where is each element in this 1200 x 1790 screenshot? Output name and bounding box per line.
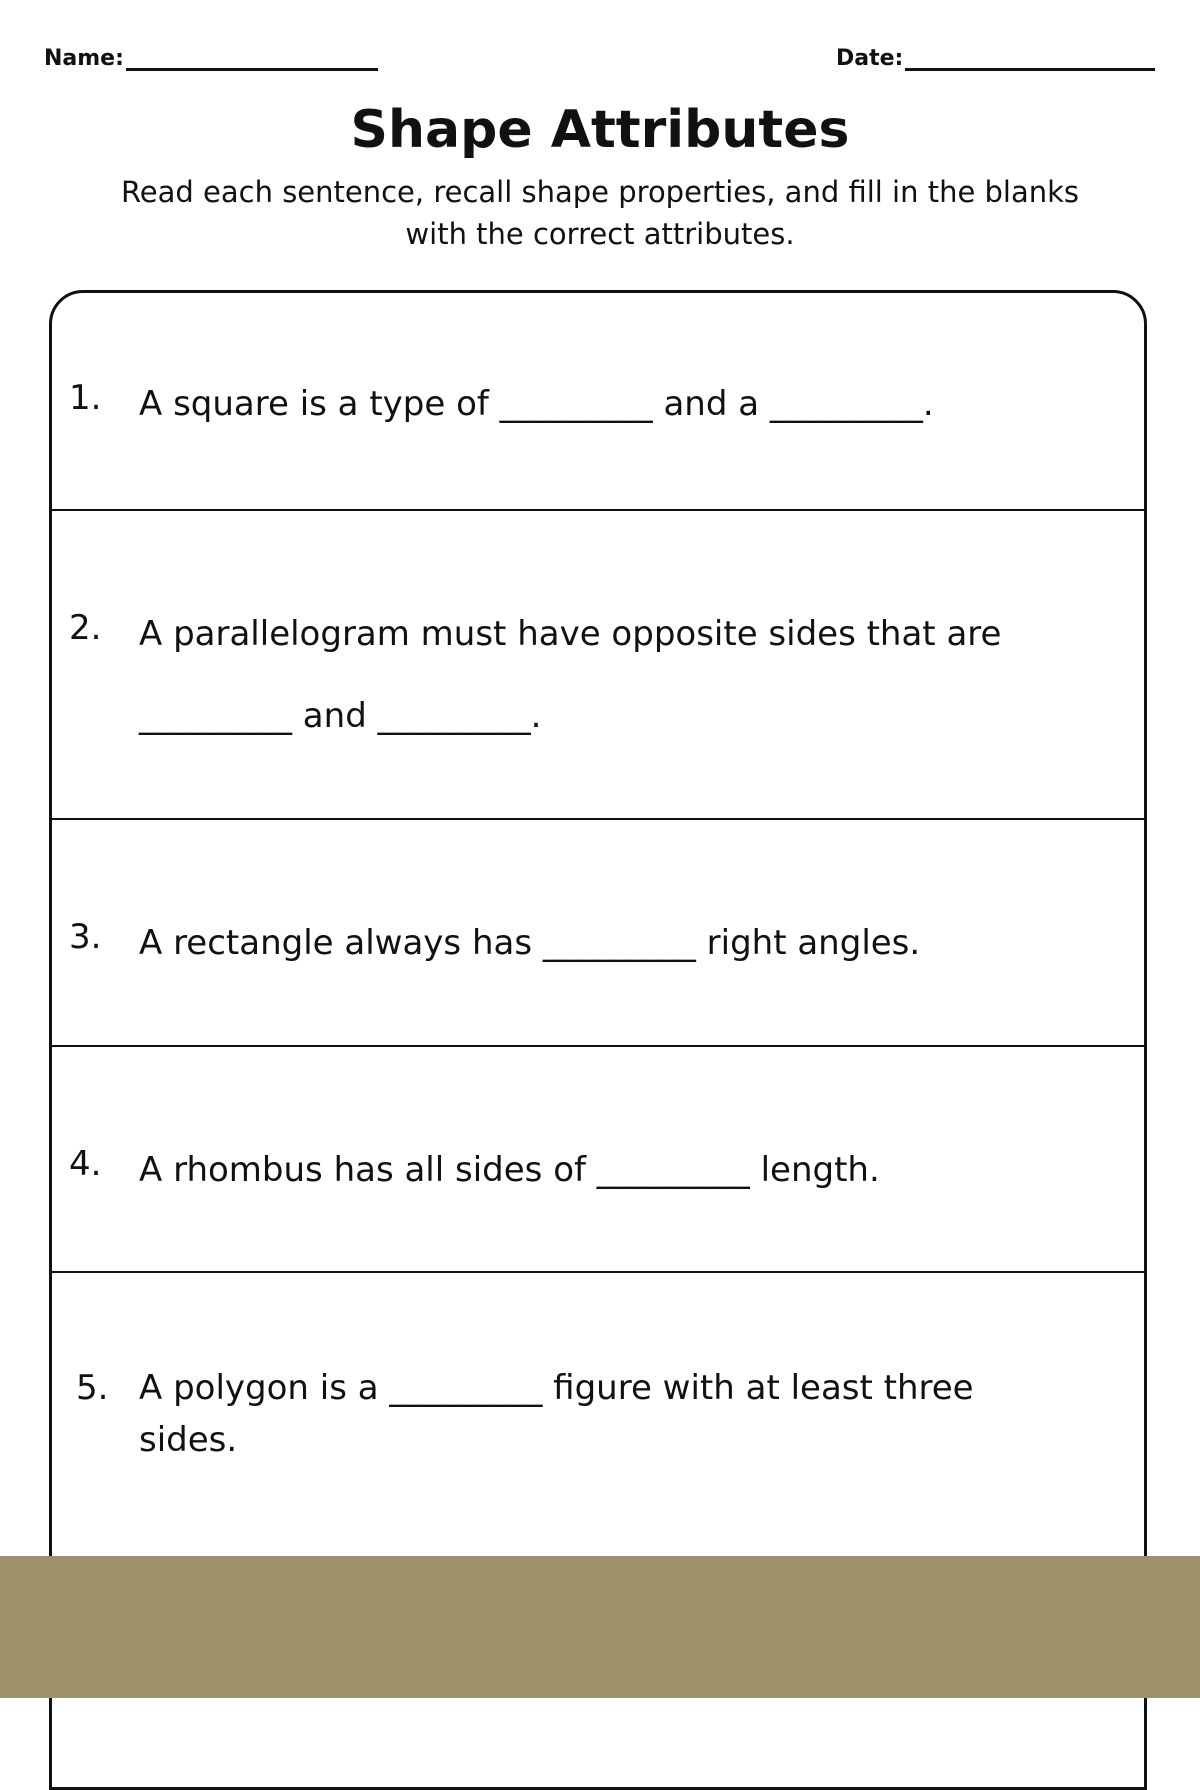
name-blank-line[interactable] (126, 44, 378, 71)
question-number: 5. (76, 1368, 109, 1408)
worksheet-title: Shape Attributes (350, 100, 850, 160)
question-text: A square is a type of _________ and a _________. (139, 384, 934, 424)
question-row (49, 293, 1147, 511)
question-text: A parallelogram must have opposite sides that are _________ and _________. (139, 614, 1002, 736)
question-row (49, 509, 1147, 820)
question-text: A polygon is a _________ figure with at least three sides. (139, 1368, 974, 1460)
question-number: 1. (69, 378, 102, 418)
date-blank-line[interactable] (905, 44, 1155, 71)
question-row (49, 818, 1147, 1047)
date-field[interactable] (836, 44, 1155, 71)
question-number: 4. (69, 1144, 102, 1184)
question-row (49, 1045, 1147, 1273)
question-number: 2. (69, 608, 102, 648)
bottom-band (0, 1556, 1200, 1698)
name-field[interactable] (44, 44, 378, 71)
instructions-text: Read each sentence, recall shape properties, and fill in the blanks with the correct attributes. (120, 175, 1080, 251)
question-number: 3. (69, 917, 102, 957)
date-label: Date: (836, 46, 904, 71)
question-text: A rhombus has all sides of _________ length. (139, 1150, 880, 1190)
name-label: Name: (44, 46, 124, 71)
question-row (49, 1271, 1147, 1556)
question-text: A rectangle always has _________ right angles. (139, 923, 921, 963)
